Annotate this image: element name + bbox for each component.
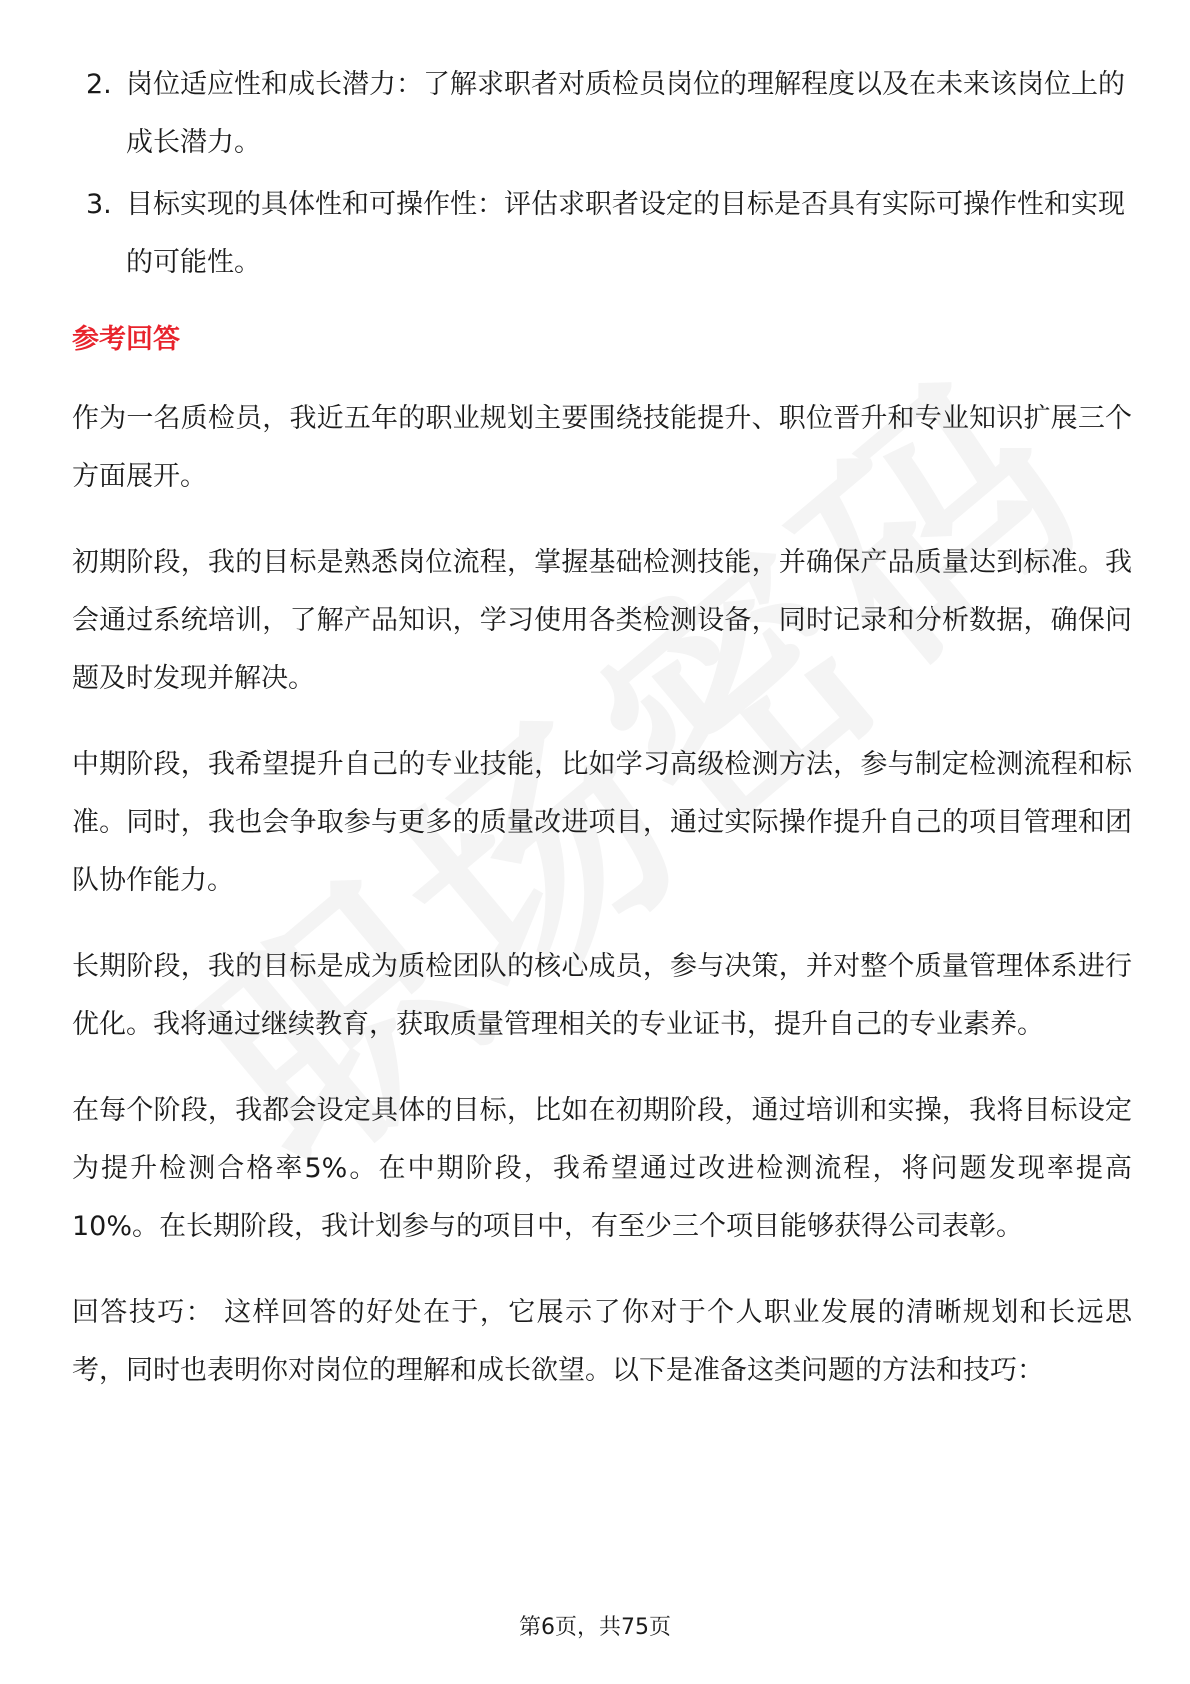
list-item-number: 2. <box>86 69 112 100</box>
paragraph-mid-stage: 中期阶段，我希望提升自己的专业技能，比如学习高级检测方法，参与制定检测流程和标准。同时，我也会争取参与更多的质量改进项目，通过实际操作提升自己的项目管理和团队协作能力。 <box>72 749 1132 896</box>
list-item-text: 岗位适应性和成长潜力：了解求职者对质检员岗位的理解程度以及在未来该岗位上的成长潜力。 <box>126 69 1125 158</box>
page-content <box>72 56 1132 1428</box>
paragraph-goals: 在每个阶段，我都会设定具体的目标，比如在初期阶段，通过培训和实操，我将目标设定为提升检测合格率5%。在中期阶段，我希望通过改进检测流程，将问题发现率提高10%。在长期阶段，我计划参与的项目中，有至少三个项目能够获得公司表彰。 <box>72 1095 1132 1242</box>
paragraph-long-stage: 长期阶段，我的目标是成为质检团队的核心成员，参与决策，并对整个质量管理体系进行优化。我将通过继续教育，获取质量管理相关的专业证书，提升自己的专业素养。 <box>72 951 1132 1040</box>
paragraph-early-stage: 初期阶段，我的目标是熟悉岗位流程，掌握基础检测技能，并确保产品质量达到标准。我会通过系统培训，了解产品知识，学习使用各类检测设备，同时记录和分析数据，确保问题及时发现并解决。 <box>72 547 1132 694</box>
page-number-footer: 第6页，共75页 <box>519 1615 671 1640</box>
section-title: 参考回答 <box>72 324 180 355</box>
list-item-text: 目标实现的具体性和可操作性：评估求职者设定的目标是否具有实际可操作性和实现的可能性。 <box>126 189 1125 278</box>
list-item <box>72 176 1132 292</box>
paragraph-intro: 作为一名质检员，我近五年的职业规划主要围绕技能提升、职位晋升和专业知识扩展三个方面展开。 <box>72 403 1132 492</box>
list-item-number: 3. <box>86 189 112 220</box>
paragraph-tips: 回答技巧： 这样回答的好处在于，它展示了你对于个人职业发展的清晰规划和长远思考，同时也表明你对岗位的理解和成长欲望。以下是准备这类问题的方法和技巧： <box>72 1297 1132 1386</box>
criteria-list <box>72 56 1132 292</box>
list-item <box>72 56 1132 172</box>
